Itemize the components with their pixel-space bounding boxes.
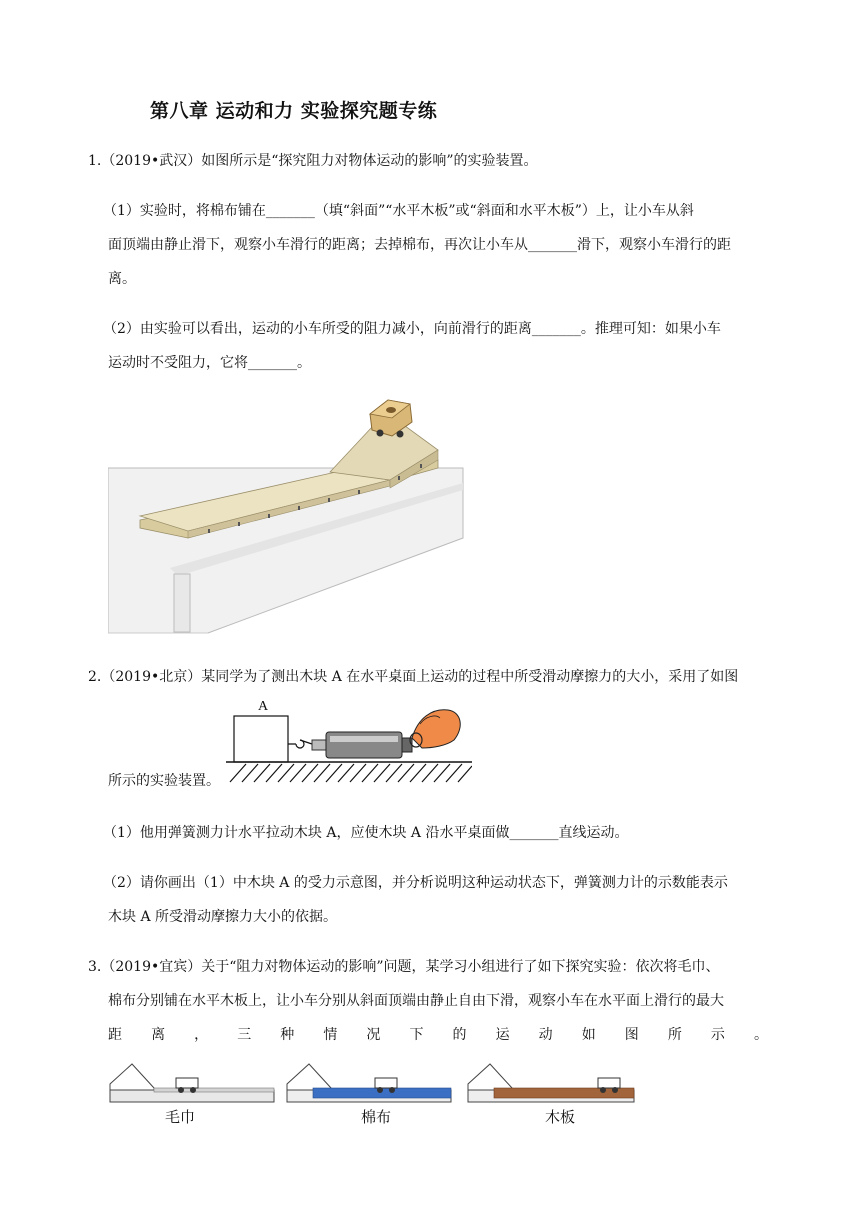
q2-stem: 2.（2019•北京）某同学为了测出木块 A 在水平桌面上运动的过程中所受滑动摩擦力的大小，采用了如图 [88,669,739,685]
q2-part2-line1: （2）请你画出（1）中木块 A 的受力示意图，并分析说明这种运动状态下，弹簧测力计的示数能表示 [103,875,728,891]
q1-part1-line1: （1）实验时，将棉布铺在_______（填“斜面”“水平木板”或“斜面和水平木板”）上，让小车从斜 [103,203,694,219]
spring-scale [326,732,402,758]
page-title: 第八章 运动和力 实验探究题专练 [150,100,438,122]
q1-part1-line2: 面顶端由静止滑下，观察小车滑行的距离；去掉棉布，再次让小车从_______滑下，观察小车滑行的距 [108,237,731,253]
q3-stem-line1: 3.（2019•宜宾）关于“阻力对物体运动的影响”问题，某学习小组进行了如下探究实验：依次将毛巾、 [88,959,720,975]
block-a-label: A [258,699,269,714]
spring-scale-figure [226,694,472,786]
q2-stem-cont: 所示的实验装置。 [108,773,220,789]
q3-stem-line3: 距 离 ， 三 种 情 况 下 的 运 动 如 图 所 示 。 [108,1027,768,1043]
wood-surface-figure [464,1060,636,1106]
towel-surface-figure [106,1060,276,1106]
ramp-apparatus-figure [108,388,470,636]
q1-part2-line2: 运动时不受阻力，它将_______。 [108,355,311,371]
q1-stem: 1.（2019•武汉）如图所示是“探究阻力对物体运动的影响”的实验装置。 [88,153,538,169]
towel-label: 毛巾 [164,1108,195,1126]
wood-label: 木板 [544,1108,575,1126]
q2-part1: （1）他用弹簧测力计水平拉动木块 A，应使木块 A 沿水平桌面做_______直线运动。 [103,825,629,841]
q3-stem-line2: 棉布分别铺在水平木板上，让小车分别从斜面顶端由静止自由下滑，观察小车在水平面上滑行的最大 [108,993,724,1009]
q2-part2-line2: 木块 A 所受滑动摩擦力大小的依据。 [108,909,338,925]
q1-part2-line1: （2）由实验可以看出，运动的小车所受的阻力减小，向前滑行的距离_______。推理可知：如果小车 [103,321,721,337]
cotton-surface-figure [283,1060,453,1106]
cotton-label: 棉布 [360,1108,391,1126]
q1-part1-line3: 离。 [108,271,136,287]
block-a [234,716,288,762]
